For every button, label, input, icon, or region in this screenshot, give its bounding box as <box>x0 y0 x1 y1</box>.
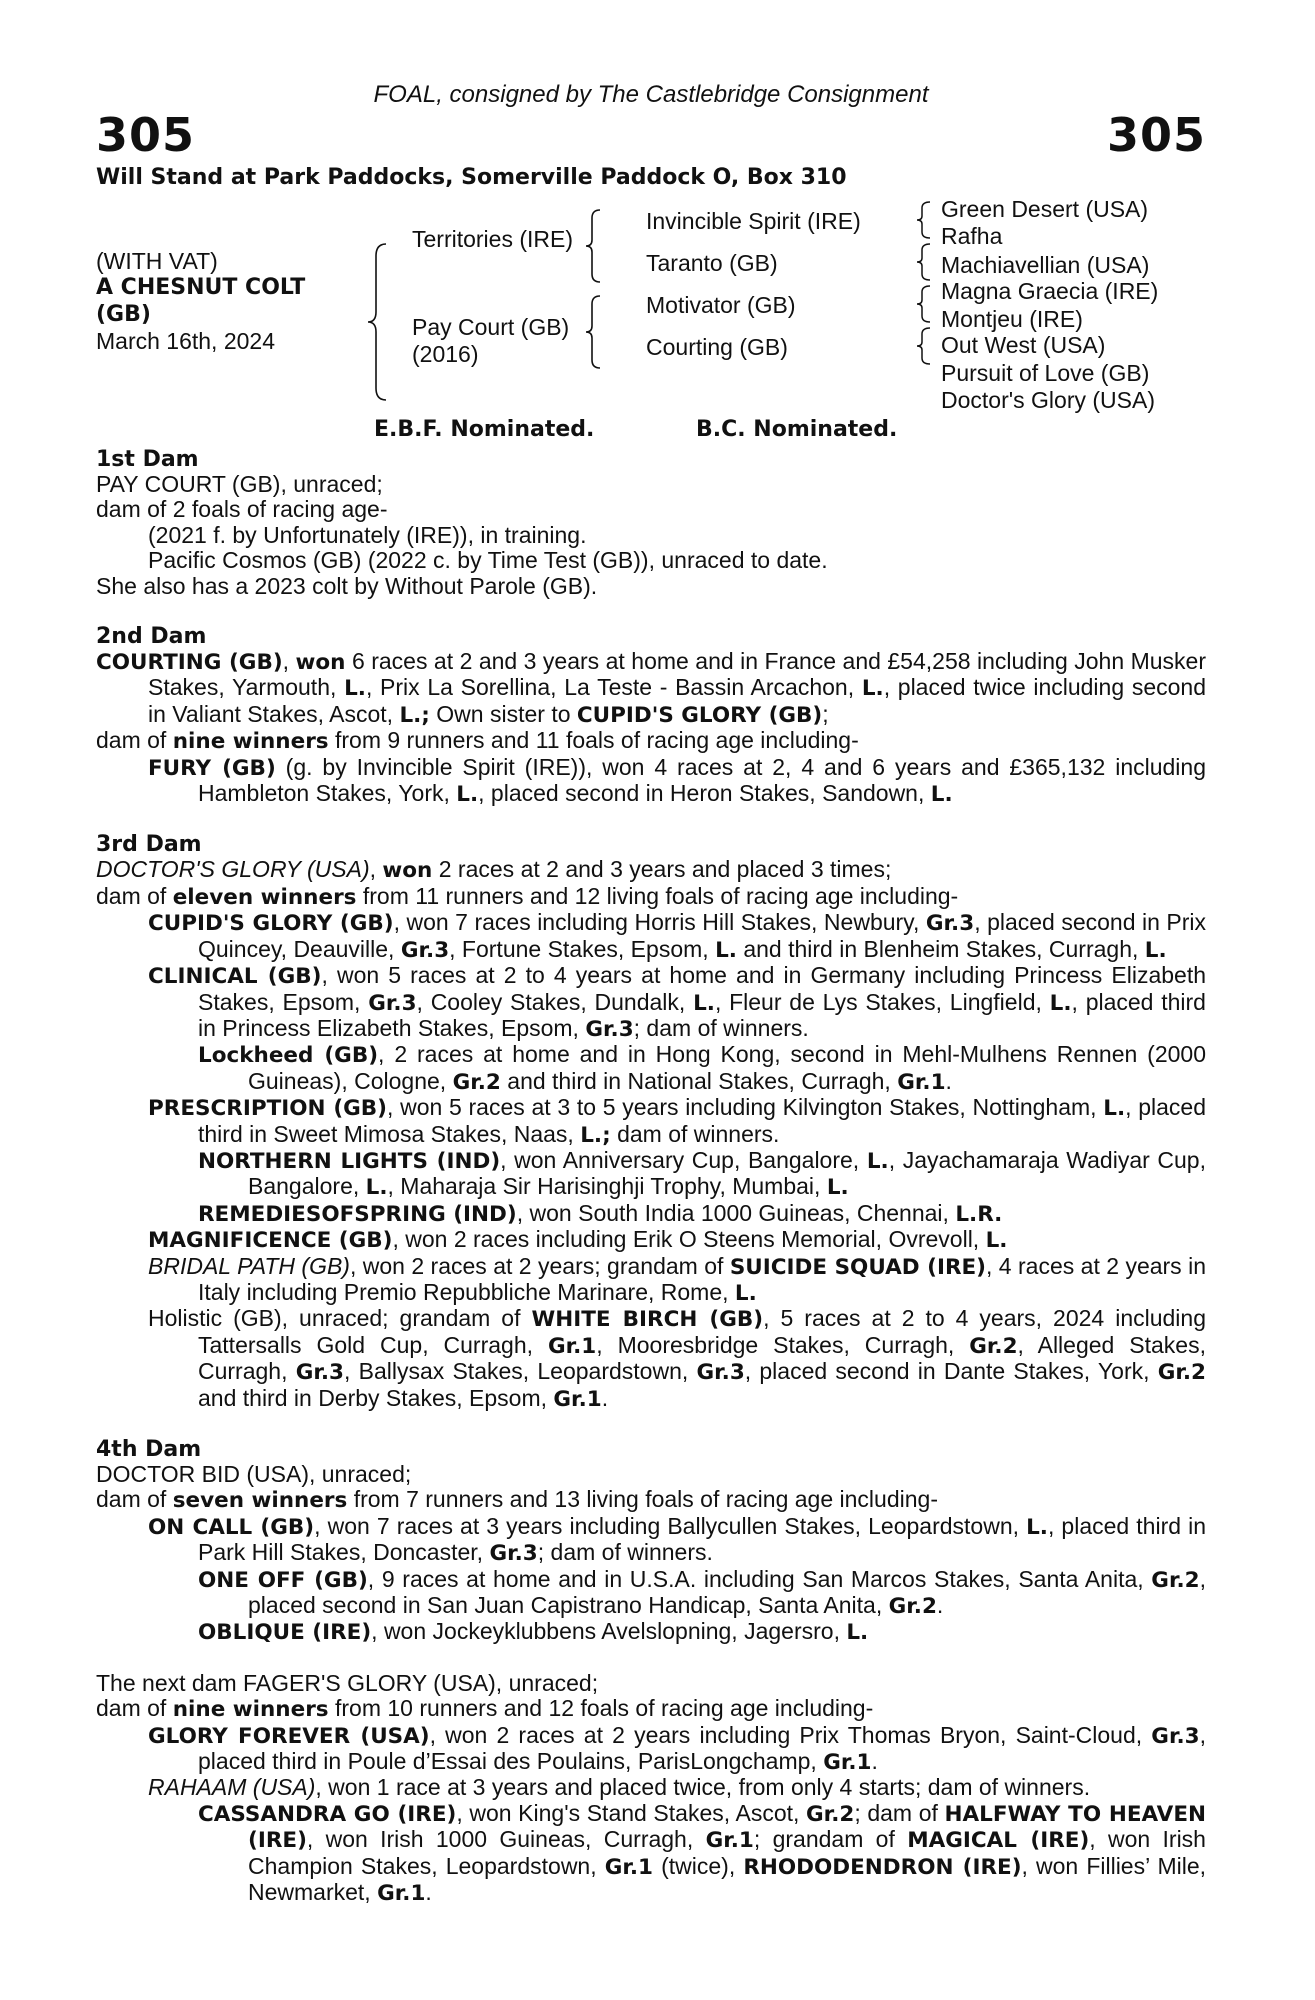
dam3-produce: CLINICAL (GB), won 5 races at 2 to 4 years at home and in Germany including Princess Elizabeth Stakes, Epsom, Gr.3, Cooley Stakes, Dundalk, L., Fleur de Lys Stakes, Lingfield, L., placed third in Princess Elizabeth Stakes, Epsom, Gr.3; dam of winners. <box>148 962 1206 1042</box>
nominations <box>96 417 1206 447</box>
dam3-entry: DOCTOR'S GLORY (USA), won 2 races at 2 and 3 years and placed 3 times; <box>96 856 892 884</box>
dam1-line: dam of 2 foals of racing age- <box>96 496 388 523</box>
foaling-date: March 16th, 2024 <box>96 328 276 354</box>
bc-nominated: B.C. Nominated. <box>696 417 898 442</box>
dam3-produce: CUPID'S GLORY (GB), won 7 races including Horris Hill Stakes, Newbury, Gr.3, placed second in Prix Quincey, Deauville, Gr.3, Fortune Stakes, Epsom, L. and third in Blenheim Stakes, Curragh, L. <box>148 909 1207 963</box>
dam4-entry: DOCTOR BID (USA), unraced; <box>96 1461 412 1487</box>
first-dam-section <box>96 447 1206 599</box>
ddd: Doctor's Glory (USA) <box>941 387 1155 413</box>
section-title: 4th Dam <box>96 1437 202 1462</box>
consignment-line: FOAL, consigned by The Castlebridge Consignment <box>373 81 929 108</box>
lot-number-right: 305 <box>1106 108 1206 162</box>
dss: Montjeu (IRE) <box>941 306 1083 332</box>
dam2-produce-summary: dam of nine winners from 9 runners and 11 foals of racing age including- <box>96 727 859 755</box>
brace-sd <box>916 242 934 282</box>
dam4-produce-summary: dam of seven winners from 7 runners and 13 living foals of racing age including- <box>96 1486 938 1514</box>
dam1-produce: Pacific Cosmos (GB) (2022 c. by Time Test (GB)), unraced to date. <box>148 547 828 574</box>
brace-dam <box>584 294 604 370</box>
dam1-line: She also has a 2023 colt by Without Parole (GB). <box>96 572 598 599</box>
sdd: Magna Graecia (IRE) <box>941 278 1159 304</box>
fourth-dam-section <box>96 1437 1206 1646</box>
vat-note: (WITH VAT) <box>96 248 218 274</box>
brace-main <box>366 242 390 402</box>
dam3-grandproduce: Lockheed (GB), 2 races at home and in Hong Kong, second in Mehl-Mulhens Rennen (2000 Guineas), Cologne, Gr.2 and third in National Stakes, Curragh, Gr.1. <box>198 1041 1207 1095</box>
dam3-produce: MAGNIFICENCE (GB), won 2 races including Erik O Steens Memorial, Ovrevoll, L. <box>148 1226 1008 1254</box>
sire-dam: Taranto (GB) <box>646 250 778 276</box>
sire-sire: Invincible Spirit (IRE) <box>646 208 861 234</box>
second-dam-section <box>96 624 1206 807</box>
brace-dd <box>916 326 934 366</box>
ssd: Rafha <box>941 223 1003 249</box>
dam3-produce: BRIDAL PATH (GB), won 2 races at 2 years; grandam of SUICIDE SQUAD (IRE), 4 races at 2 years in Italy including Premio Repubbliche Marinare, Rome, L. <box>148 1252 1206 1306</box>
next-dam-produce: RAHAAM (USA), won 1 race at 3 years and placed twice, from only 4 starts; dam of winners. <box>148 1774 1091 1801</box>
dam4-produce: ON CALL (GB), won 7 races at 3 years including Ballycullen Stakes, Leopardstown, L., placed third in Park Hill Stakes, Doncaster, Gr.3; dam of winners. <box>148 1512 1206 1567</box>
sds: Machiavellian (USA) <box>941 252 1150 278</box>
dds: Pursuit of Love (GB) <box>941 360 1150 386</box>
dam4-grandproduce: OBLIQUE (IRE), won Jockeyklubbens Avelslopning, Jagersro, L. <box>198 1618 869 1646</box>
next-dam-section <box>96 1671 1206 1907</box>
third-dam-section <box>96 832 1206 1412</box>
dam3-grandproduce: NORTHERN LIGHTS (IND), won Anniversary Cup, Bangalore, L., Jayachamaraja Wadiyar Cup, Bangalore, L., Maharaja Sir Harisinghji Trophy, Mumbai, L. <box>198 1146 1206 1201</box>
dam-line2: (2016) <box>412 341 479 367</box>
brace-ss <box>916 200 934 240</box>
pedigree-table <box>96 192 1206 417</box>
section-title: 3rd Dam <box>96 832 202 858</box>
horse-country: (GB) <box>96 302 151 327</box>
stand-location: Will Stand at Park Paddocks, Somerville Paddock O, Box 310 <box>96 165 847 190</box>
dam3-produce: Holistic (GB), unraced; grandam of WHITE BIRCH (GB), 5 races at 2 to 4 years, 2024 including Tattersalls Gold Cup, Curragh, Gr.1, Mooresbridge Stakes, Curragh, Gr.2, Alleged Stakes, Curragh, Gr.3, Ballysax Stakes, Leopardstown, Gr.3, placed second in Dante Stakes, York, Gr.2 and third in Derby Stakes, Epsom, Gr.1. <box>148 1305 1207 1412</box>
next-dam-grandproduce: CASSANDRA GO (IRE), won King's Stand Stakes, Ascot, Gr.2; dam of HALFWAY TO HEAVEN (IRE), won Irish 1000 Guineas, Curragh, Gr.1; grandam of MAGICAL (IRE), won Irish Champion Stakes, Leopardstown, Gr.1 (twice), RHODODENDRON (IRE), won Fillies’ Mile, Newmarket, Gr.1. <box>198 1799 1207 1907</box>
dam-sire: Motivator (GB) <box>646 292 796 318</box>
sss: Green Desert (USA) <box>941 196 1149 222</box>
brace-sire <box>584 208 604 284</box>
dam2-produce: FURY (GB) (g. by Invincible Spirit (IRE)), won 4 races at 2, 4 and 6 years and £365,132 including Hambleton Stakes, York, L., placed second in Heron Stakes, Sandown, L. <box>148 753 1206 808</box>
dam-line1: Pay Court (GB) <box>412 314 570 340</box>
next-dam-produce: GLORY FOREVER (USA), won 2 races at 2 years including Prix Thomas Bryon, Saint-Cloud, Gr.3, placed third in Poule d’Essai des Poulains, ParisLongchamp, Gr.1. <box>148 1721 1206 1776</box>
dam3-produce: PRESCRIPTION (GB), won 5 races at 3 to 5 years including Kilvington Stakes, Nottingham, L., placed third in Sweet Mimosa Stakes, Naas, L.; dam of winners. <box>148 1094 1206 1148</box>
dsd: Out West (USA) <box>941 332 1106 358</box>
dam-dam: Courting (GB) <box>646 334 788 360</box>
catalogue-page <box>96 80 1206 1907</box>
dam1-produce: (2021 f. by Unfortunately (IRE)), in training. <box>148 521 587 548</box>
brace-ds <box>916 284 934 324</box>
dam1-line: PAY COURT (GB), unraced; <box>96 471 383 497</box>
lot-number-row <box>96 110 1206 160</box>
lot-number-left: 305 <box>96 108 196 162</box>
dam3-grandproduce: REMEDIESOFSPRING (IND), won South India 1000 Guineas, Chennai, L.R. <box>198 1199 1003 1227</box>
dam2-entry: COURTING (GB), won 6 races at 2 and 3 years at home and in France and £54,258 including John Musker Stakes, Yarmouth, L., Prix La Sorellina, La Teste - Bassin Arcachon, L., placed twice including second in Valiant Stakes, Ascot, L.; Own sister to CUPID'S GLORY (GB); <box>96 648 1206 728</box>
dam4-grandproduce: ONE OFF (GB), 9 races at home and in U.S.A. including San Marcos Stakes, Santa Anita, Gr.2, placed second in San Juan Capistrano Handicap, Santa Anita, Gr.2. <box>198 1565 1206 1620</box>
horse-name: A CHESNUT COLT <box>96 275 306 300</box>
sire: Territories (IRE) <box>412 226 574 252</box>
section-title: 1st Dam <box>96 447 199 472</box>
next-dam-produce-summary: dam of nine winners from 10 runners and 12 foals of racing age including- <box>96 1695 874 1723</box>
section-title: 2nd Dam <box>96 624 207 650</box>
dam3-produce-summary: dam of eleven winners from 11 runners and 12 living foals of racing age including- <box>96 882 959 910</box>
ebf-nominated: E.B.F. Nominated. <box>374 417 595 442</box>
next-dam-entry: The next dam FAGER'S GLORY (USA), unraced; <box>96 1669 599 1696</box>
